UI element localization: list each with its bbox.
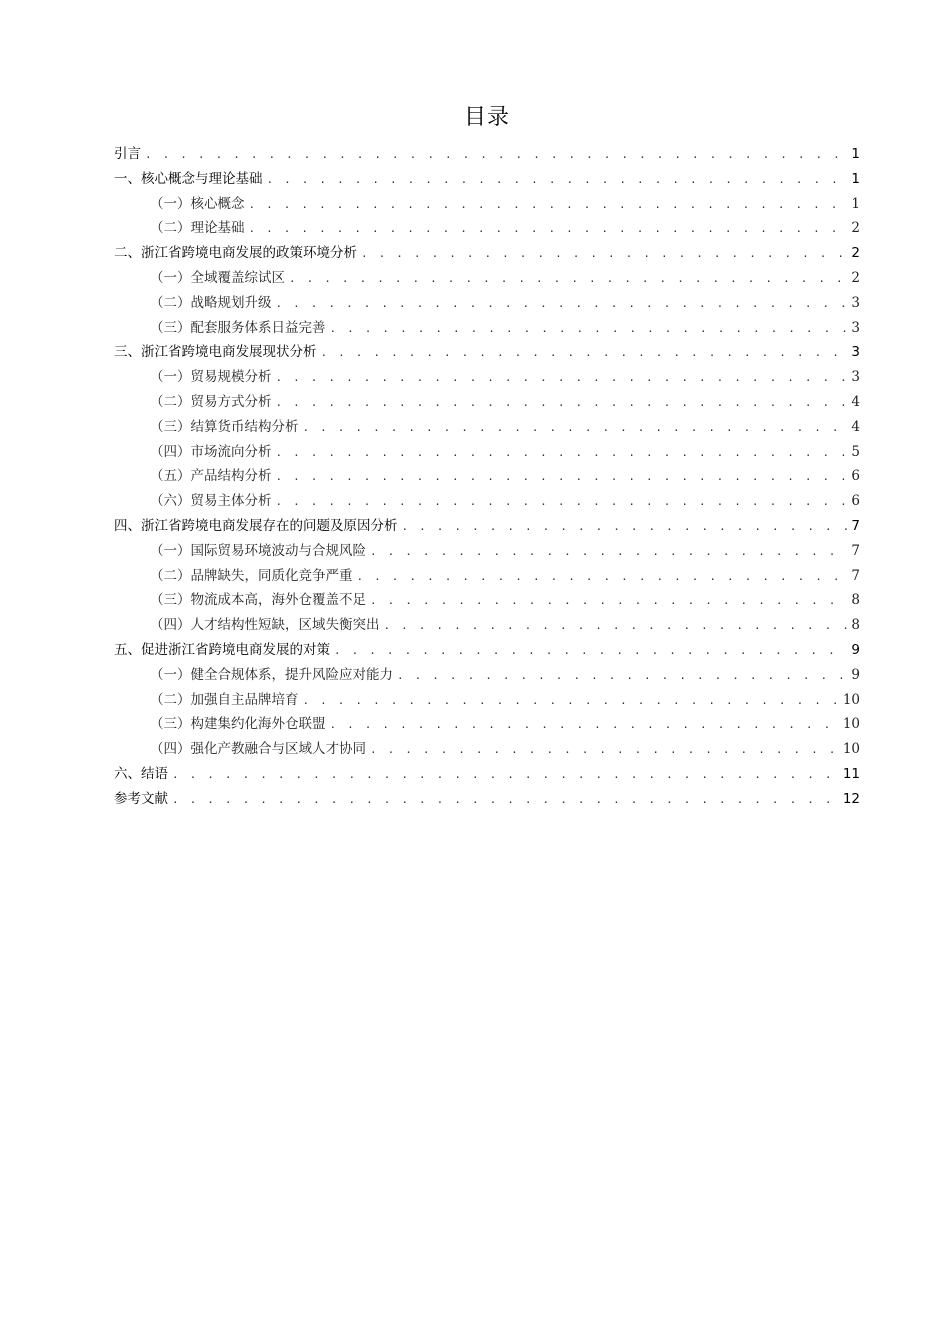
toc-entry-label: （一）核心概念 [150, 195, 245, 212]
toc-entry-label: （二）品牌缺失，同质化竞争严重 [150, 567, 353, 584]
toc-entry-section[interactable] [114, 266, 860, 291]
dot-leader [249, 193, 848, 218]
toc-entry-chapter[interactable] [114, 340, 860, 365]
toc-entry-section[interactable] [114, 539, 860, 564]
toc-entry-label: （四）人才结构性短缺，区域失衡突出 [150, 617, 380, 634]
toc-entry-page-number: 10 [842, 716, 860, 733]
toc-entry-section[interactable] [114, 588, 860, 613]
toc-entry-label: （四）市场流向分析 [150, 443, 272, 460]
toc-entry-page-number: 4 [851, 418, 860, 435]
toc-entry-label: （二）加强自主品牌培育 [150, 691, 299, 708]
toc-entry-section[interactable] [114, 712, 860, 737]
dot-leader [384, 614, 848, 639]
toc-entry-section[interactable] [114, 663, 860, 688]
dot-leader [276, 391, 848, 416]
toc-entry-page-number: 6 [851, 468, 860, 485]
toc-entry-page-number: 3 [851, 369, 860, 386]
toc-entry-page-number: 2 [851, 269, 860, 286]
toc-entry-page-number: 4 [851, 393, 860, 410]
toc-entry-page-number: 3 [851, 294, 860, 311]
dot-leader [172, 788, 839, 813]
toc-entry-page-number: 7 [851, 517, 860, 534]
toc-entry-label: （三）物流成本高，海外仓覆盖不足 [150, 592, 366, 609]
toc-entry-label: （二）理论基础 [150, 220, 245, 237]
toc-entry-label: 一、核心概念与理论基础 [114, 170, 263, 187]
dot-leader [303, 416, 848, 441]
dot-leader [276, 441, 848, 466]
dot-leader [370, 589, 847, 614]
dot-leader [370, 738, 839, 763]
toc-entry-label: （一）贸易规模分析 [150, 369, 272, 386]
toc-entry-page-number: 2 [851, 220, 860, 237]
dot-leader [145, 143, 847, 168]
toc-entry-page-number: 11 [842, 765, 860, 782]
table-of-contents [114, 142, 860, 812]
dot-leader [330, 317, 848, 342]
toc-entry-chapter[interactable] [114, 142, 860, 167]
toc-entry-section[interactable] [114, 390, 860, 415]
toc-entry-label: 二、浙江省跨境电商发展的政策环境分析 [114, 245, 357, 262]
toc-entry-label: 六、结语 [114, 765, 168, 782]
toc-entry-label: （一）国际贸易环境波动与合规风险 [150, 542, 366, 559]
toc-entry-label: （四）强化产教融合与区域人才协同 [150, 741, 366, 758]
toc-entry-chapter[interactable] [114, 241, 860, 266]
toc-entry-section[interactable] [114, 564, 860, 589]
toc-entry-label: 五、促进浙江省跨境电商发展的对策 [114, 641, 330, 658]
dot-leader [276, 366, 848, 391]
toc-title: 目录 [463, 105, 510, 130]
dot-leader [334, 639, 847, 664]
toc-entry-page-number: 9 [851, 666, 860, 683]
toc-entry-page-number: 5 [851, 443, 860, 460]
dot-leader [402, 515, 848, 540]
toc-entry-page-number: 12 [842, 790, 860, 807]
toc-entry-page-number: 1 [851, 195, 860, 212]
toc-entry-section[interactable] [114, 613, 860, 638]
toc-entry-section[interactable] [114, 316, 860, 341]
toc-entry-label: （二）贸易方式分析 [150, 393, 272, 410]
toc-entry-section[interactable] [114, 291, 860, 316]
toc-entry-chapter[interactable] [114, 762, 860, 787]
dot-leader [172, 763, 839, 788]
toc-entry-section[interactable] [114, 464, 860, 489]
toc-entry-page-number: 3 [851, 344, 860, 361]
toc-entry-page-number: 8 [851, 592, 860, 609]
toc-entry-label: （一）全域覆盖综试区 [150, 269, 285, 286]
dot-leader [361, 242, 847, 267]
dot-leader [267, 168, 848, 193]
toc-entry-label: （三）结算货币结构分析 [150, 418, 299, 435]
toc-entry-section[interactable] [114, 688, 860, 713]
dot-leader [357, 565, 848, 590]
dot-leader [289, 267, 847, 292]
toc-entry-page-number: 2 [851, 245, 860, 262]
dot-leader [276, 490, 848, 515]
toc-entry-page-number: 10 [842, 741, 860, 758]
toc-entry-page-number: 9 [851, 641, 860, 658]
toc-entry-chapter[interactable] [114, 167, 860, 192]
toc-entry-label: 引言 [114, 146, 141, 162]
toc-entry-page-number: 7 [851, 567, 860, 584]
toc-entry-page-number: 1 [851, 170, 860, 187]
toc-entry-section[interactable] [114, 216, 860, 241]
toc-entry-page-number: 6 [851, 493, 860, 510]
toc-entry-label: （三）构建集约化海外仓联盟 [150, 716, 326, 733]
dot-leader [276, 465, 848, 490]
toc-entry-label: （一）健全合规体系，提升风险应对能力 [150, 666, 393, 683]
toc-entry-page-number: 1 [851, 146, 860, 162]
toc-entry-section[interactable] [114, 192, 860, 217]
toc-entry-label: （六）贸易主体分析 [150, 493, 272, 510]
dot-leader [249, 217, 848, 242]
toc-entry-section[interactable] [114, 415, 860, 440]
toc-entry-page-number: 10 [842, 691, 860, 708]
toc-entry-label: 参考文献 [114, 790, 168, 807]
toc-entry-page-number: 8 [851, 617, 860, 634]
toc-entry-label: 四、浙江省跨境电商发展存在的问题及原因分析 [114, 517, 398, 534]
toc-entry-label: 三、浙江省跨境电商发展现状分析 [114, 344, 317, 361]
dot-leader [330, 713, 839, 738]
toc-entry-chapter[interactable] [114, 638, 860, 663]
toc-entry-label: （二）战略规划升级 [150, 294, 272, 311]
dot-leader [321, 341, 848, 366]
toc-entry-section[interactable] [114, 489, 860, 514]
dot-leader [276, 292, 848, 317]
toc-entry-section[interactable] [114, 365, 860, 390]
toc-entry-label: （五）产品结构分析 [150, 468, 272, 485]
toc-entry-chapter[interactable] [114, 514, 860, 539]
toc-entry-section[interactable] [114, 737, 860, 762]
toc-entry-label: （三）配套服务体系日益完善 [150, 319, 326, 336]
dot-leader [397, 664, 847, 689]
toc-entry-page-number: 7 [851, 542, 860, 559]
toc-entry-chapter[interactable] [114, 787, 860, 812]
dot-leader [370, 540, 847, 565]
toc-entry-page-number: 3 [851, 319, 860, 336]
toc-entry-section[interactable] [114, 440, 860, 465]
dot-leader [303, 689, 839, 714]
